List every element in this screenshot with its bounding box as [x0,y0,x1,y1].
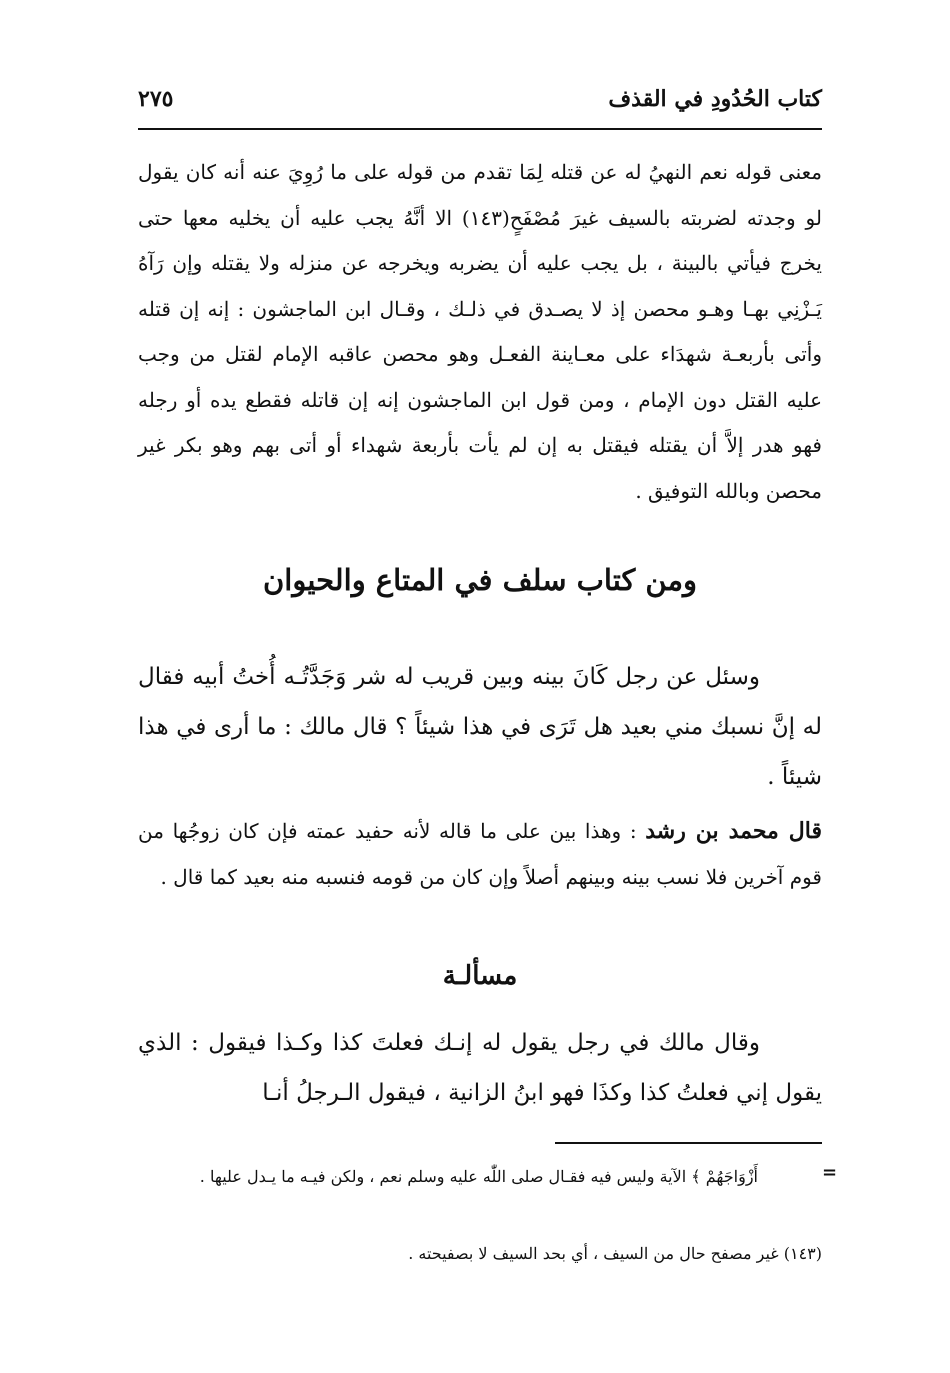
header-divider [138,128,822,130]
running-header [138,78,822,124]
question-heading: مسألـة [442,961,518,991]
footnote-divider [555,1142,822,1144]
footnote-143: (١٤٣) غير مصفح حال من السيف ، أي بحد السيف لا بصفيحته . [408,1244,822,1263]
footnote-continuation-mark: = [822,1162,838,1183]
commentator-name: قال محمد بن رشد [645,818,822,844]
chapter-title: كتاب الحُدُودِ في القذف [608,86,822,112]
paragraph-2: وسئل عن رجل كَانَ بينه وبين قريب له شر وَجَدَّتُـه أُختُ أبيه فقال له إنَّ نسبك مني بعيد هل تَرَى في هذا شيئاً ؟ قال مالك : ما أرى في هذا شيئاً . [138,664,822,790]
footnote-continued: أَزْوَاجَهُمْ ﴾ الآية وليس فيه فقـال صلى اللّٰه عليه وسلم نعم ، ولكن فيـه ما يـدل عليها . [199,1167,758,1186]
paragraph-3 [138,808,822,900]
paragraph-3-text: : وهذا بين على ما قاله لأنه حفيد عمته فإن كان زوجُها من قوم آخرين فلا نسب بينه وبينهم أصلاً وإن كان من قومه فنسبه منه بعيد كما قال . [138,819,822,889]
paragraph-4: وقال مالك في رجل يقول له إنـك فعلتَ كذا وكـذا فيقول : الذي يقول إني فعلتُ كذا وكذَا فهو ابنُ الزانية ، فيقول الـرجلُ أنـا [138,1030,822,1106]
section-heading: ومن كتاب سلف في المتاع والحيوان [263,563,697,597]
paragraph-1: معنى قوله نعم النهيُ له عن قتله لِمَا تقدم من قوله على ما رُوِيَ عنه أنه كان يقول لو وجدته لضربته بالسيف غيرَ مُصْفَحٍ(١٤٣) الا أنَّهُ يجب عليه أن يخليه معها حتى يخرج فيأتي بالبينة ، بل يجب عليه أن يضربه ويخرجه عن منزله ولا يقتله وإن رَآهُ يَـزْنِي بهـا وهـو محصن إذ لا يصـدق في ذلـك ، وقـال ابن الماجشون : إنه إن قتله وأتى بأربعـة شهدَاء على معـاينة الفعـل وهو محصن عاقبه الإمام لقتل من وجب عليه القتل دون الإمام ، ومن قول ابن الماجشون إنه إن قاتله فقطع يده أو رجله فهو هدر إلاَّ أن يقتله فيقتل به إن لم يأت بأربعة شهداء أو أتى بهم وهو بكر غير محصن وبالله التوفيق . [138,160,822,503]
page-number: ٢٧٥ [138,86,174,112]
